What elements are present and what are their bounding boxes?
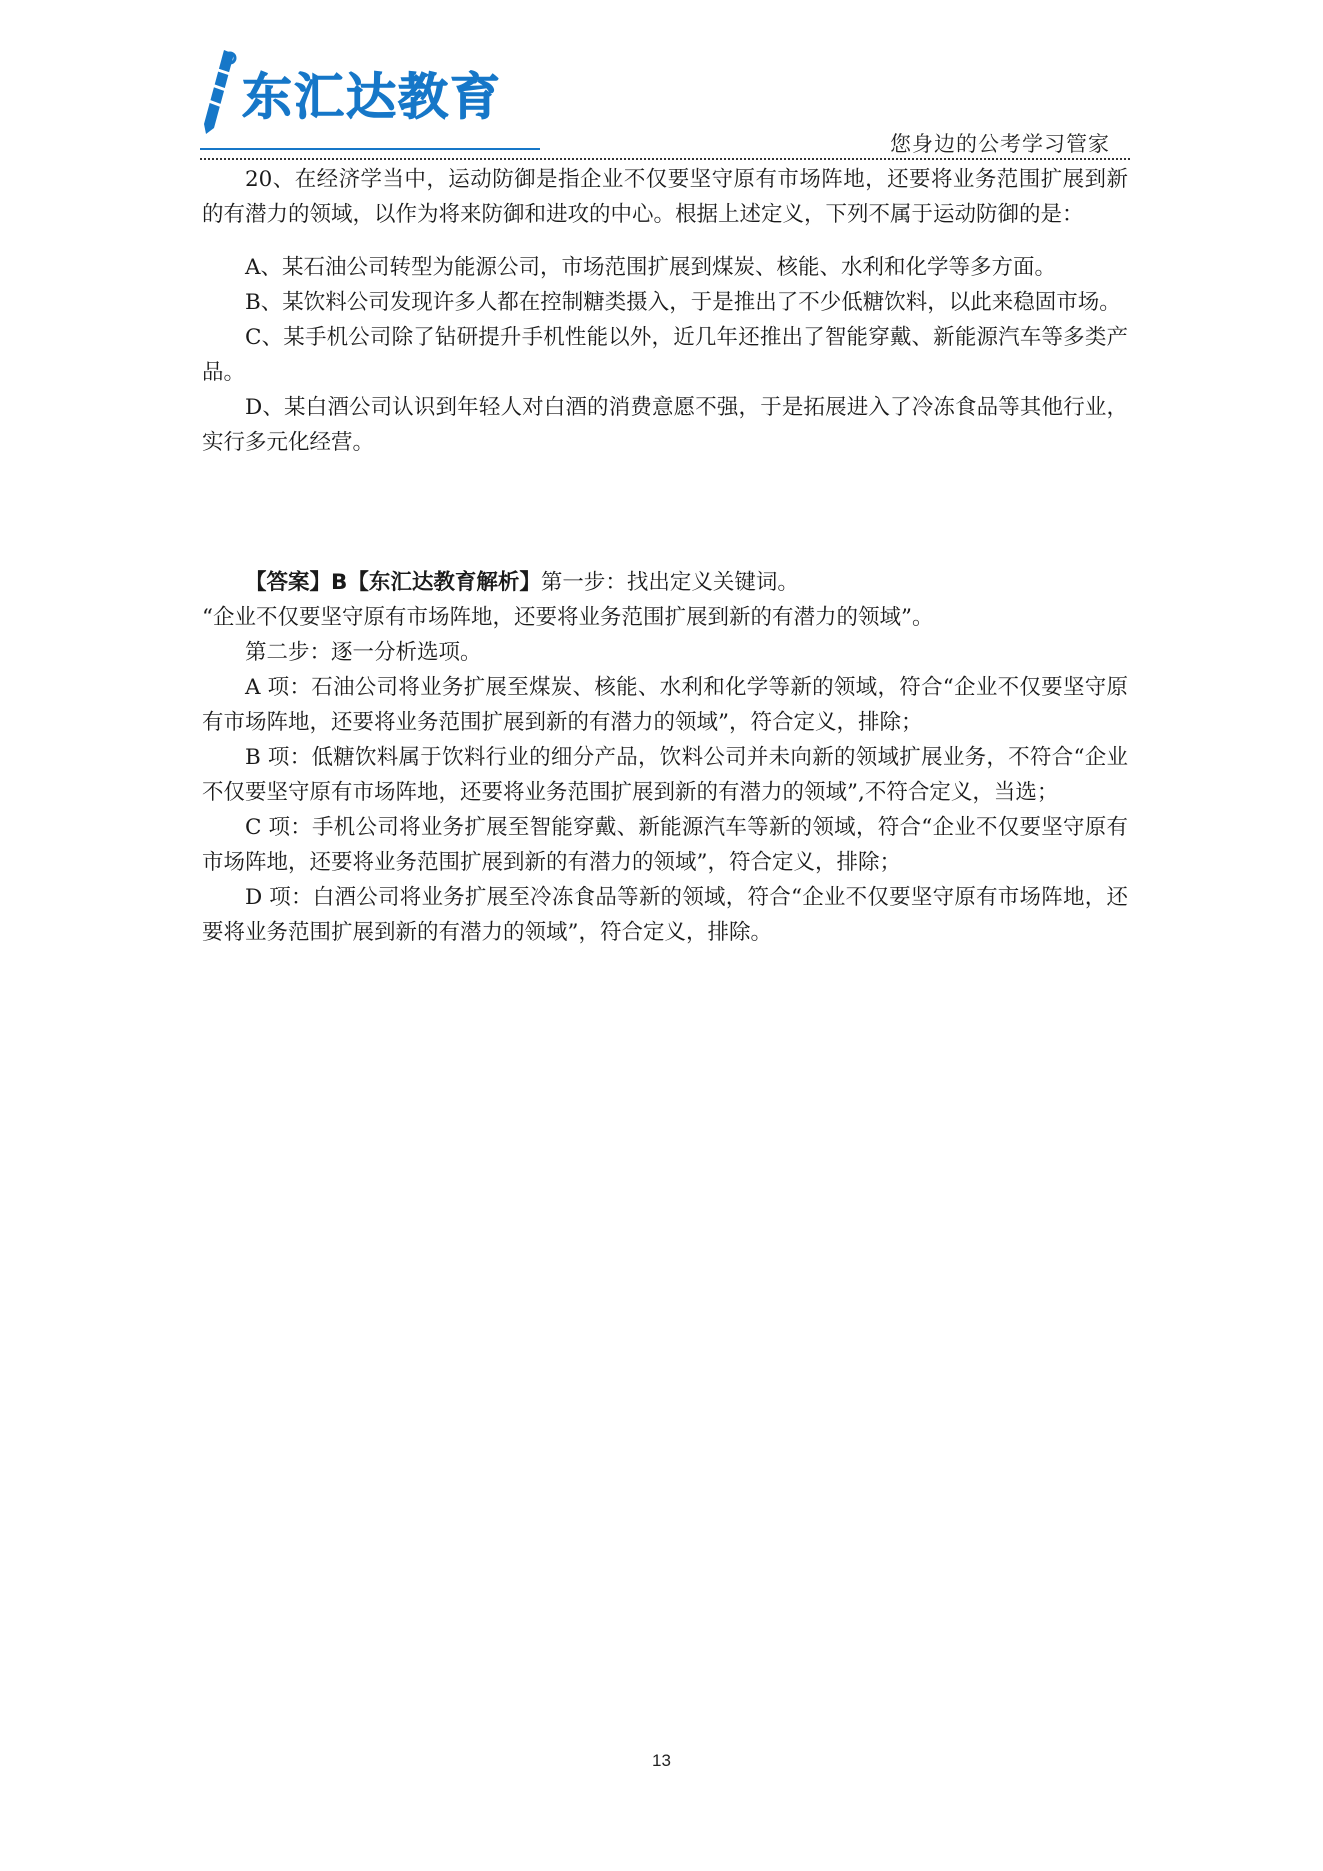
logo-underline xyxy=(200,148,540,150)
option-d: D、某白酒公司认识到年轻人对白酒的消费意愿不强，于是拓展进入了冷冻食品等其他行业，实行多元化经营。 xyxy=(202,395,1128,455)
analysis-option-b: B 项：低糖饮料属于饮料行业的细分产品，饮料公司并未向新的领域扩展业务，不符合“企业不仅要坚守原有市场阵地，还要将业务范围扩展到新的有潜力的领域”,不符合定义，当选； xyxy=(202,745,1128,805)
page-header xyxy=(200,38,1130,164)
question-stem: 20、在经济学当中，运动防御是指企业不仅要坚守原有市场阵地，还要将业务范围扩展到新的有潜力的领域，以作为将来防御和进攻的中心。根据上述定义，下列不属于运动防御的是： xyxy=(202,167,1128,227)
answer-heading xyxy=(202,565,1128,600)
option-b: B、某饮料公司发现许多人都在控制糖类摄入，于是推出了不少低糖饮料，以此来稳固市场。 xyxy=(245,290,1121,315)
answer-label: 【答案】B【东汇达教育解析】 xyxy=(245,570,541,595)
analysis-option-a: A 项：石油公司将业务扩展至煤炭、核能、水利和化学等新的领域，符合“企业不仅要坚守原有市场阵地，还要将业务范围扩展到新的有潜力的领域”，符合定义，排除； xyxy=(202,675,1128,735)
definition-keyword: “企业不仅要坚守原有市场阵地，还要将业务范围扩展到新的有潜力的领域”。 xyxy=(202,605,934,630)
header-tagline: 您身边的公考学习管家 xyxy=(890,132,1110,156)
brand-logo-text: 东汇达教育 xyxy=(242,68,502,126)
option-c: C、某手机公司除了钻研提升手机性能以外，近几年还推出了智能穿戴、新能源汽车等多类产品。 xyxy=(202,325,1128,385)
pencil-logo-icon xyxy=(200,48,240,136)
analysis-option-d: D 项：白酒公司将业务扩展至冷冻食品等新的领域，符合“企业不仅要坚守原有市场阵地，还要将业务范围扩展到新的有潜力的领域”，符合定义，排除。 xyxy=(202,885,1128,945)
analysis-option-c: C 项：手机公司将业务扩展至智能穿戴、新能源汽车等新的领域，符合“企业不仅要坚守原有市场阵地，还要将业务范围扩展到新的有潜力的领域”，符合定义，排除； xyxy=(202,815,1128,875)
analysis-step-2: 第二步：逐一分析选项。 xyxy=(245,640,482,665)
option-a: A、某石油公司转型为能源公司，市场范围扩展到煤炭、核能、水利和化学等多方面。 xyxy=(245,255,1057,280)
analysis-step-1: 第一步：找出定义关键词。 xyxy=(540,570,799,595)
header-divider xyxy=(200,158,1130,160)
spacer xyxy=(202,460,1128,565)
page-content xyxy=(202,162,1128,950)
page-number: 13 xyxy=(652,1751,671,1770)
